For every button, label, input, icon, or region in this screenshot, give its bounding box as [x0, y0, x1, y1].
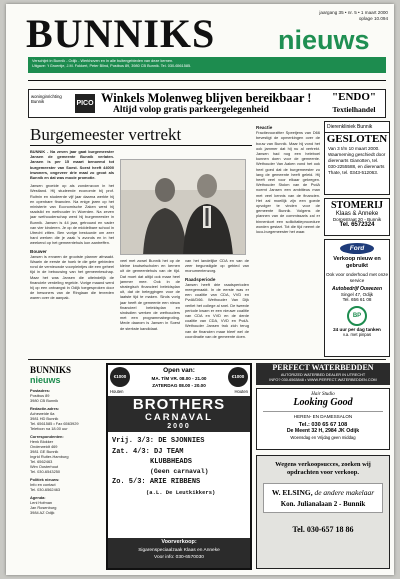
dierenkliniek-title: Dierenkliniek Bunnik [325, 122, 389, 133]
elsing-ad [256, 455, 390, 569]
divider [28, 80, 386, 81]
article-lead: BUNNIK - Na zeven jaar gaat burgemeester Jansen de gemeente Bunnik verlaten. Jansen is per 15 maart benoemd tot burgemeester van Soest. Soest heeft 44000 inwoners, ongeveer drie maal zo groot als Bunnik en dat was mooie promotie. [30, 149, 114, 181]
article-title: Burgemeester vertrekt [30, 125, 182, 144]
subhead-raadsperiode: Raadsperiode [185, 276, 216, 282]
ford-ad [324, 239, 390, 357]
stomerij-phone: Tel. 6572324 [339, 222, 375, 228]
stomerij-title: STOMERIJ [330, 200, 384, 211]
mayor-photo [120, 159, 246, 255]
lineup-act-1: DE SJONNIES [158, 437, 205, 445]
elsing-box [263, 483, 383, 513]
colophon-line: Telefoon na 18.00 uur [30, 426, 68, 431]
divider [30, 145, 252, 146]
circulation: oplage 10.094 [358, 16, 388, 21]
colophon [30, 365, 102, 570]
pico-logo: PICO [75, 94, 95, 113]
ad-brand: woninginrichting Bunnik [31, 94, 62, 104]
colophon-line: Correspondenten: [30, 434, 64, 439]
ford-logo: Ford [340, 243, 374, 254]
colophon-line: Agenda: [30, 495, 46, 500]
bp-line: 24 uur per dag tanken [333, 327, 381, 332]
carnaval-marker-left: €1000 [110, 367, 130, 387]
article-body-4: Jansen heeft drie raadsperioden meegemaakt. In de eerste was er een coalitie van CDA, VVD en PvdA/D66. Wethouder Van Dijk verliet het college al snel. De tweede periode kwam er een nieuwe coalitie van CDA en VVD en de derde coalitie van CDA, VVD en PvdA. Wethouder Jansen trok zich terug van de financien maar bleef wel de coordinatie van de gemeente doen. [185, 281, 249, 339]
publisher-line-1: Verschijnt in Bunnik - Odijk - Werkhoven en in alle buitengebieden van deze kernen. [32, 59, 174, 63]
publisher-bar [28, 57, 386, 73]
colophon-lines [30, 388, 102, 515]
dierenkliniek-closed: GESLOTEN [326, 133, 388, 145]
article-body-2: Jansen is ervaren de grootste planner afmaakt. Waarin de eerste de hoek te die gele gebieden rond de vernieuwde voorpleintjes die een geheel tijd in de bebouwing van het gemeenteschap. Maar het was Jansen die uiteindelijk de financiele verdeling regelde. Vorige maand werd hij op een ontvangst in Odijk toegesproken door de bewoners van de Ringlaan die tevreden waren over de aanpak. [30, 253, 114, 301]
lineup-act-2c: (Geen carnaval) [150, 468, 209, 475]
carnaval-ad [106, 363, 252, 570]
article-body-1: Jansen groeide op als zondenzoon in het Westland. Hij studeerde economie bij prof. Ruitnin en studeerde vijf jaar daarna werkte hij en openbare financien. Na enige jaren op het ministerie van Economische Zaken werd hij raadslid en wethouder in Woerden. Na zeven jaar wethouderschap werd hij burgemeester in Bunnik. Jansen is 44 jaar, getrouwd en vader van vier kinderen. Je op de middelbare school in Utrecht zitten. Ben vorige bestuurde om zeer hard werken die je zaak 's avonds en in het weekend op het gemeentehuis kon aantreffen. [30, 183, 114, 246]
studio-address: De Meent 32 H, 2984 JK Odijk [286, 428, 360, 434]
colophon-line: Tel. 030-6543250 [30, 469, 61, 474]
ford-dealer: Autobedrijf Ouwezen [332, 286, 382, 292]
subhead-bouwer: Bouwer [30, 248, 47, 254]
presale-block [108, 538, 250, 568]
studio-subtitle: Hair Studio [311, 392, 335, 397]
newspaper-page [6, 4, 394, 575]
top-advertisement [28, 89, 386, 118]
mayor-photo-image [121, 160, 246, 255]
carnaval-lineup [112, 436, 248, 497]
reactie-column [256, 125, 320, 350]
colophon-line: Leni Hofman [30, 500, 53, 505]
colophon-line: Politiek nieuws: [30, 477, 60, 482]
lineup-day-1: Vrij. 3/3: [112, 437, 155, 445]
article-column-1 [30, 149, 114, 349]
stomerij-name: Klaas & Anneke [335, 211, 379, 217]
reactie-body: Fractievoorzitter Speetjens van D66 bevestigt de opmerkingen over de bouw van Bunnik. Maar hij vond het ook jammer dat hij nu al vertrekt. Jansen had nog een heleboel kunnen doen voor de gemeente. Wethouder Van Aaken vond het ook heel goed dat de burgemeester zo lang de gemeente heeft geleid. Hij heeft veel voor elkaar gekregen. Wethouder Stokm van de PvdA noemt Jansen een ambitieus man met veel kennis van de financien. Het zal moeilijk zijn een goede opvolger te vinden voor de gemeente Bunnik. Volgens de plannen van de commissaris zal er binnenkort een sollicitatieprocedure worden gestart. Tot die tijd neemt de loco-burgemeester het waar. [256, 130, 320, 235]
stomerij-address: Dorpsstraat 20 - Bunnik [332, 217, 382, 222]
ad-right-name: "ENDO" [332, 91, 376, 103]
publisher-line-2: Uitgave: 't Groentje, J.M. Fokkert, Peter Blind, Postbus 89, 3980 CB Bunnik. Tel. 030-6561585. [32, 64, 192, 68]
lineup-act-3b: (a.L. De Leutkikkers) [146, 489, 216, 496]
open-line-2: ZATERDAG 08.00 - 20.00 [152, 383, 206, 388]
elsing-phone: Tel. 030-657 18 86 [292, 525, 354, 534]
masthead-issue-info [306, 10, 388, 22]
looking-good-ad [256, 388, 390, 450]
colophon-line: Info en contact [30, 482, 56, 487]
stomerij-ad [324, 198, 390, 236]
lineup-act-3: ARIE RIBBENS [149, 478, 201, 486]
colophon-line: Postadres: [30, 388, 51, 393]
ad-headline: Winkels Molenweg blijven bereikbaar ! [101, 91, 312, 105]
ford-address: Singel 47, Odijk [340, 292, 374, 297]
colophon-line: Henk Blokker [30, 439, 54, 444]
divider [28, 359, 386, 360]
carnaval-title-2: CARNAVAL [145, 412, 213, 423]
colophon-line: Postbus 89 [30, 393, 50, 398]
carnaval-year: 2000 [167, 423, 191, 430]
studio-type: HEREN- EN DAMESSALON [263, 411, 383, 419]
carnaval-marker-right: €1000 [228, 367, 248, 387]
studio-phone: Tel.: 030 65 67 108 [298, 422, 348, 428]
studio-note: Woensdag en Vrijdag geen middag [290, 435, 356, 440]
open-title: Open van: [163, 367, 195, 374]
colophon-line: Tel. 030-6562463 [30, 487, 61, 492]
colophon-line: Acheweide 6a [30, 411, 55, 416]
colophon-line: 3984 AZ Odijk [30, 510, 55, 515]
presale-line-2: Voor info: 030-6570030 [154, 555, 204, 560]
houten-left: Houten [110, 389, 124, 394]
ad-right-sub: Textielhandel [332, 105, 376, 114]
colophon-line: Tel. 6562463 [30, 459, 53, 464]
colophon-line: Tel. 6561585 • Fax 6563929 [30, 421, 79, 426]
studio-name: Looking Good [293, 397, 353, 408]
colophon-line: Ingrid Ruiter-Hamburg [30, 454, 69, 459]
lineup-act-2b: KLUBBHEADS [150, 458, 193, 466]
vacancy-line-2: opdrachten voor verkoop. [287, 469, 359, 476]
bp-logo: BP [347, 306, 367, 326]
ford-title: Verkoop nieuw en gebruikt [333, 256, 381, 269]
subhead-reactie: Reactie [256, 125, 273, 130]
waterbed-ad [256, 363, 390, 385]
presale-line-1: Sigarenspeciaalzaak Klaas en Anneke [138, 548, 220, 553]
colophon-line: Jan Rosenburg [30, 505, 57, 510]
bp-subline: v.a. met pinpas [342, 332, 372, 337]
colophon-logo-black: BUNNIKS [30, 365, 72, 375]
masthead-title-black: BUNNIKS [26, 11, 216, 56]
colophon-line: 3981 HD Bunnik [30, 416, 59, 421]
colophon-line: Redactie-adres: [30, 406, 60, 411]
dierenkliniek-body: Van 3 t/m 10 maart 2000. Waarneming geschiedt door dierenarts Gianotten, tel. 030-2255588, en dierenarts Thate, tel. 0343-512063. [328, 146, 386, 175]
ford-subtitle: Ook voor onderhoud met onze service [325, 272, 389, 283]
colophon-line: 3980 CB Bunnik [30, 398, 59, 403]
carnaval-title: BROTHERS [132, 396, 226, 413]
masthead-title-green: nieuws [278, 25, 370, 55]
lineup-act-2: DJ TEAM [154, 448, 184, 456]
presale-title: Voorverkoop: [161, 539, 197, 545]
vacancy-line-1: Wegens verkoopsucces, zoeken wij [275, 461, 371, 468]
houten-right: Houten [234, 389, 248, 394]
issue-line: jaargang 35 • nr. 5 • 1 maart 2000 [319, 10, 388, 15]
ad-subline: Altijd volop gratis parkeergelegenheid [113, 105, 269, 115]
colophon-line: 3981 GE Bunnik [30, 449, 59, 454]
ford-phone: Tel. 656 61 08 [342, 297, 372, 302]
waterbed-title: PERFECT WATERBEDDEN [272, 363, 374, 372]
open-line-1: MA. T/M VR. 08.00 - 21.00 [151, 376, 207, 381]
lineup-day-3: Zo. 5/3: [112, 478, 146, 486]
dierenkliniek-ad [324, 121, 390, 195]
waterbed-info: INFO? 030-6563848 • WWW.PERFECT-WATERBEDDEN.COM [269, 378, 377, 382]
waterbed-subtitle: AUTORIZED WATERBED DEALER IN UTRECHT [280, 373, 366, 377]
carnaval-title-block [108, 396, 250, 432]
article-column-2: veel met zowel Bunnik het op de kleine knutselscholen en kernen uit de gemeentehuis van de tijd. Dat moet dat altijd ook maar heel jammer mee. Ook in de strategisch financieel beleidsplan uit, dat de beleggingen voor de laatste tijd te maken. Sinds vorig jaar heeft de gemeente een nieuw financieel beleidsplan en sindsdien werken de wethouders met een programmabegroting. Mede daarom is Jansen in Soest de sterkste kandidaat. [120, 258, 180, 331]
article-body-3: van het landelijke CDA en van de zeer begunstigde op gebied van monumentenzorg. [185, 258, 249, 274]
elsing-tagline: de andere makelaar [314, 488, 375, 497]
elsing-name: W. ELSING, [271, 488, 313, 497]
colophon-logo [30, 365, 102, 385]
colophon-logo-green: nieuws [30, 375, 61, 385]
elsing-address: Kon. Julianalaan 2 - Bunnik [280, 500, 366, 508]
colophon-line: Onderweidt 469 [30, 444, 58, 449]
colophon-line: Wim Oosterhout [30, 464, 59, 469]
lineup-day-2: Zat. 4/3: [112, 448, 150, 456]
article-column-3 [185, 258, 249, 350]
